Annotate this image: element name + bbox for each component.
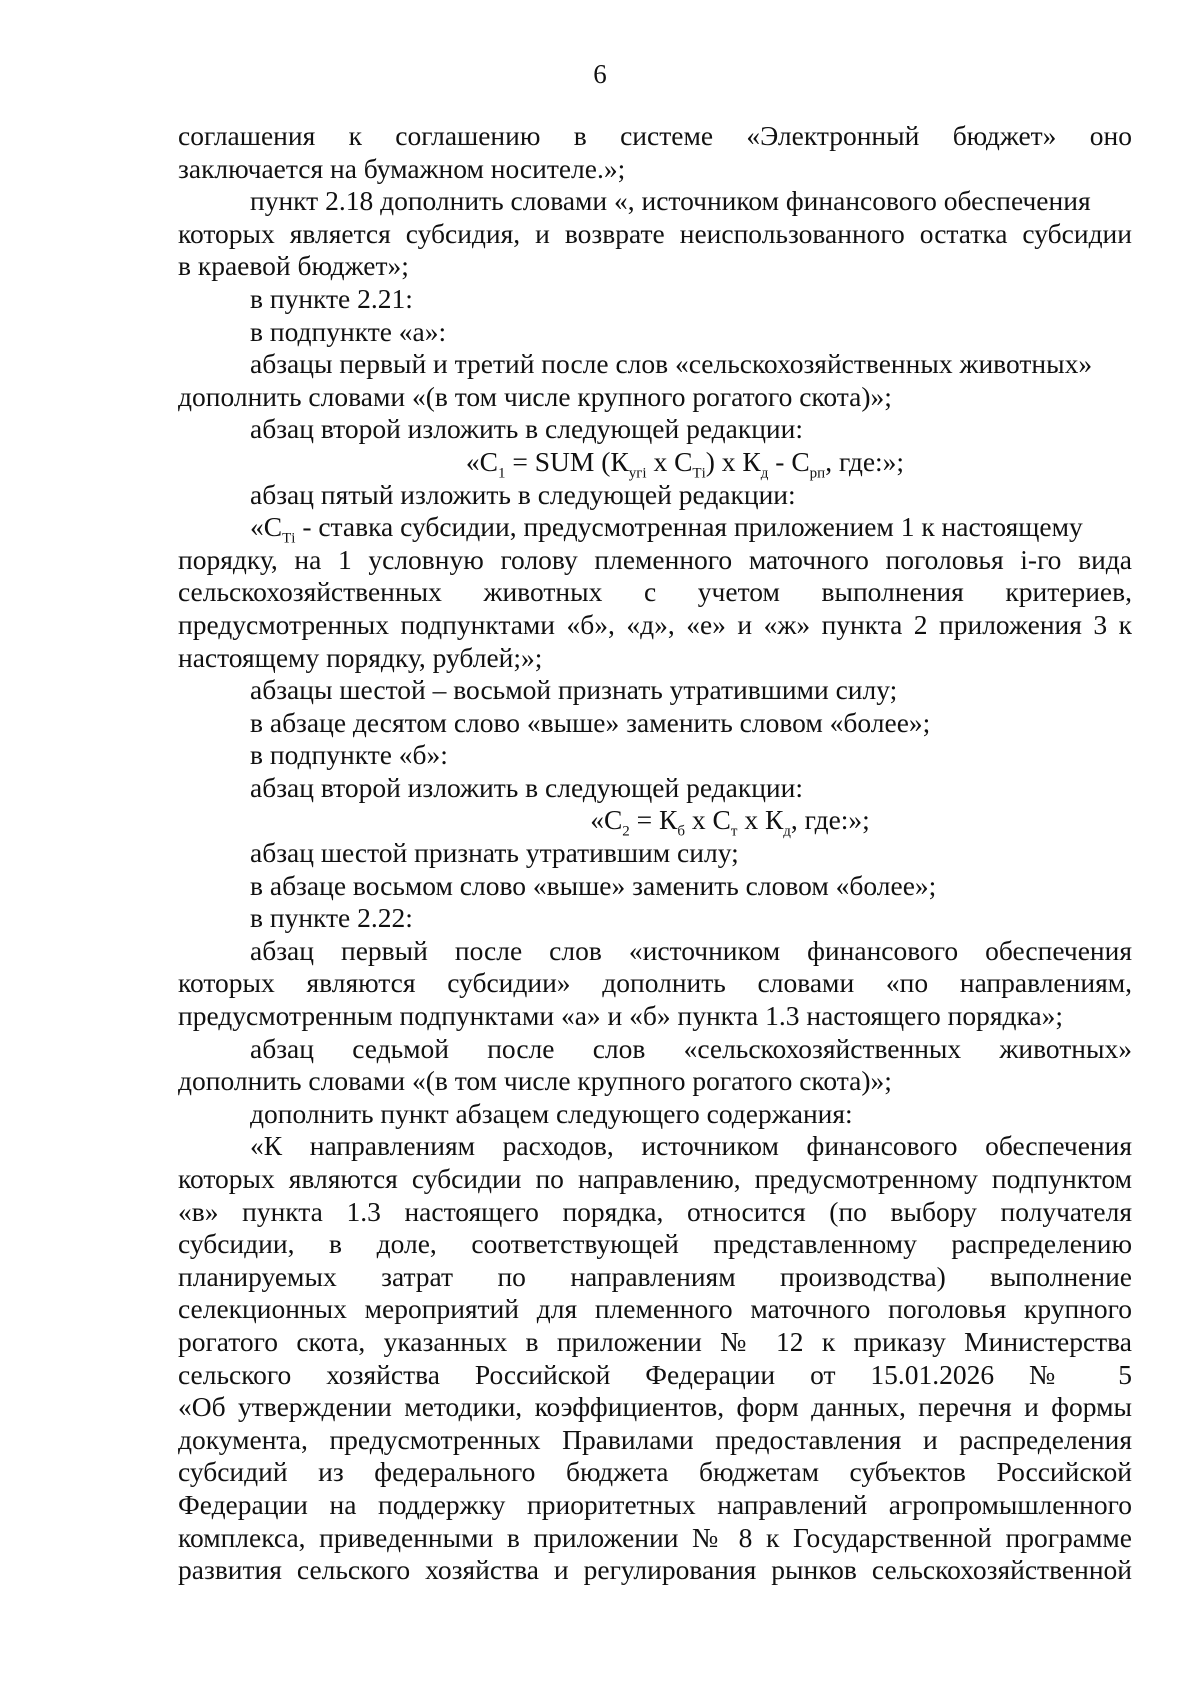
formula-line: «$С_{Тi}$ - ставка субсидии, предусмотренная приложением 1 к настоящему: [250, 511, 1083, 547]
text-line: в абзаце десятом слово «выше» заменить словом «более»;: [250, 706, 931, 738]
text-line: соглашения к соглашению в системе «Электронный бюджет» оно: [178, 120, 1132, 151]
text-line: абзац первый после слов «источником финансового обеспечения: [250, 934, 1132, 966]
page-number: 6: [593, 59, 607, 89]
text-line: документа, предусмотренных Правилами предоставления и распределения: [178, 1423, 1132, 1455]
text-line: в подпункте «б»:: [250, 739, 448, 771]
text-line: селекционных мероприятий для племенного маточного поголовья крупного: [178, 1293, 1132, 1325]
text-line: развития сельского хозяйства и регулирования рынков сельскохозяйственной: [178, 1554, 1132, 1586]
text-line: в пункте 2.21:: [250, 282, 413, 314]
text-line: «Об утверждении методики, коэффициентов, форм данных, перечня и формы: [178, 1391, 1132, 1423]
text-line: Федерации на поддержку приоритетных направлений агропромышленного: [178, 1488, 1132, 1520]
text-line: пункт 2.18 дополнить словами «, источником финансового обеспечения: [250, 185, 1091, 217]
text-line: которых является субсидия, и возврате неиспользованного остатка субсидии: [178, 217, 1132, 249]
text-line: абзацы первый и третий после слов «сельскохозяйственных животных»: [250, 348, 1093, 380]
text-line: порядку, на 1 условную голову племенного маточного поголовья i-го вида: [178, 543, 1132, 575]
text-line: сельскохозяйственных животных с учетом выполнения критериев,: [178, 576, 1132, 608]
text-line: в краевой бюджет»;: [178, 250, 409, 282]
text-line: в абзаце восьмом слово «выше» заменить словом «более»;: [250, 869, 937, 901]
text-line: абзац пятый изложить в следующей редакции:: [250, 478, 796, 510]
formula-line: «$С_1$ = SUM ($К_{угi}$ x $С_{Тi}$) x $К_д - С_{рп}$, где:»;: [465, 445, 905, 482]
text-line: дополнить пункт абзацем следующего содержания:: [250, 1097, 853, 1129]
text-line: которых являются субсидии по направлению, предусмотренному подпунктом: [178, 1163, 1132, 1194]
text-line: субсидий из федерального бюджета бюджетам субъектов Российской: [178, 1456, 1132, 1488]
text-line: в пункте 2.22:: [250, 902, 413, 934]
text-line: «в» пункта 1.3 настоящего порядка, относится (по выбору получателя: [178, 1195, 1132, 1227]
text-line: абзац седьмой после слов «сельскохозяйственных животных»: [250, 1032, 1132, 1064]
text-line: субсидии, в доле, соответствующей представленному распределению: [178, 1228, 1132, 1260]
text-line: абзац второй изложить в следующей редакции:: [250, 771, 804, 803]
formula-line: «$С_2 = К_б$ x $С_т$ x $К_д$, где:»;: [590, 804, 870, 840]
text-line: дополнить словами «(в том числе крупного рогатого скота)»;: [178, 1065, 892, 1097]
document-body: [178, 120, 1132, 1587]
text-line: комплекса, приведенными в приложении № 8 к Государственной программе: [178, 1521, 1132, 1553]
text-line: которых являются субсидии» дополнить словами «по направлениям,: [178, 967, 1132, 999]
text-line: дополнить словами «(в том числе крупного рогатого скота)»;: [178, 380, 892, 412]
text-line: настоящему порядку, рублей;»;: [178, 641, 543, 673]
text-line: абзацы шестой – восьмой признать утратившими силу;: [250, 674, 898, 706]
text-line: сельского хозяйства Российской Федерации от 15.01.2026 № 5: [178, 1358, 1132, 1390]
text-line: «К направлениям расходов, источником финансового обеспечения: [250, 1130, 1132, 1162]
text-line: абзац второй изложить в следующей редакции:: [250, 413, 804, 445]
text-line: абзац шестой признать утратившим силу;: [250, 837, 739, 869]
text-line: предусмотренным подпунктами «а» и «б» пункта 1.3 настоящего порядка»;: [178, 1000, 1064, 1032]
text-line: в подпункте «а»:: [250, 315, 447, 347]
text-line: заключается на бумажном носителе.»;: [178, 152, 626, 184]
text-line: планируемых затрат по направлениям производства) выполнение: [178, 1260, 1132, 1292]
text-line: предусмотренных подпунктами «б», «д», «е» и «ж» пункта 2 приложения 3 к: [178, 608, 1132, 640]
text-line: рогатого скота, указанных в приложении № 12 к приказу Министерства: [178, 1325, 1132, 1357]
